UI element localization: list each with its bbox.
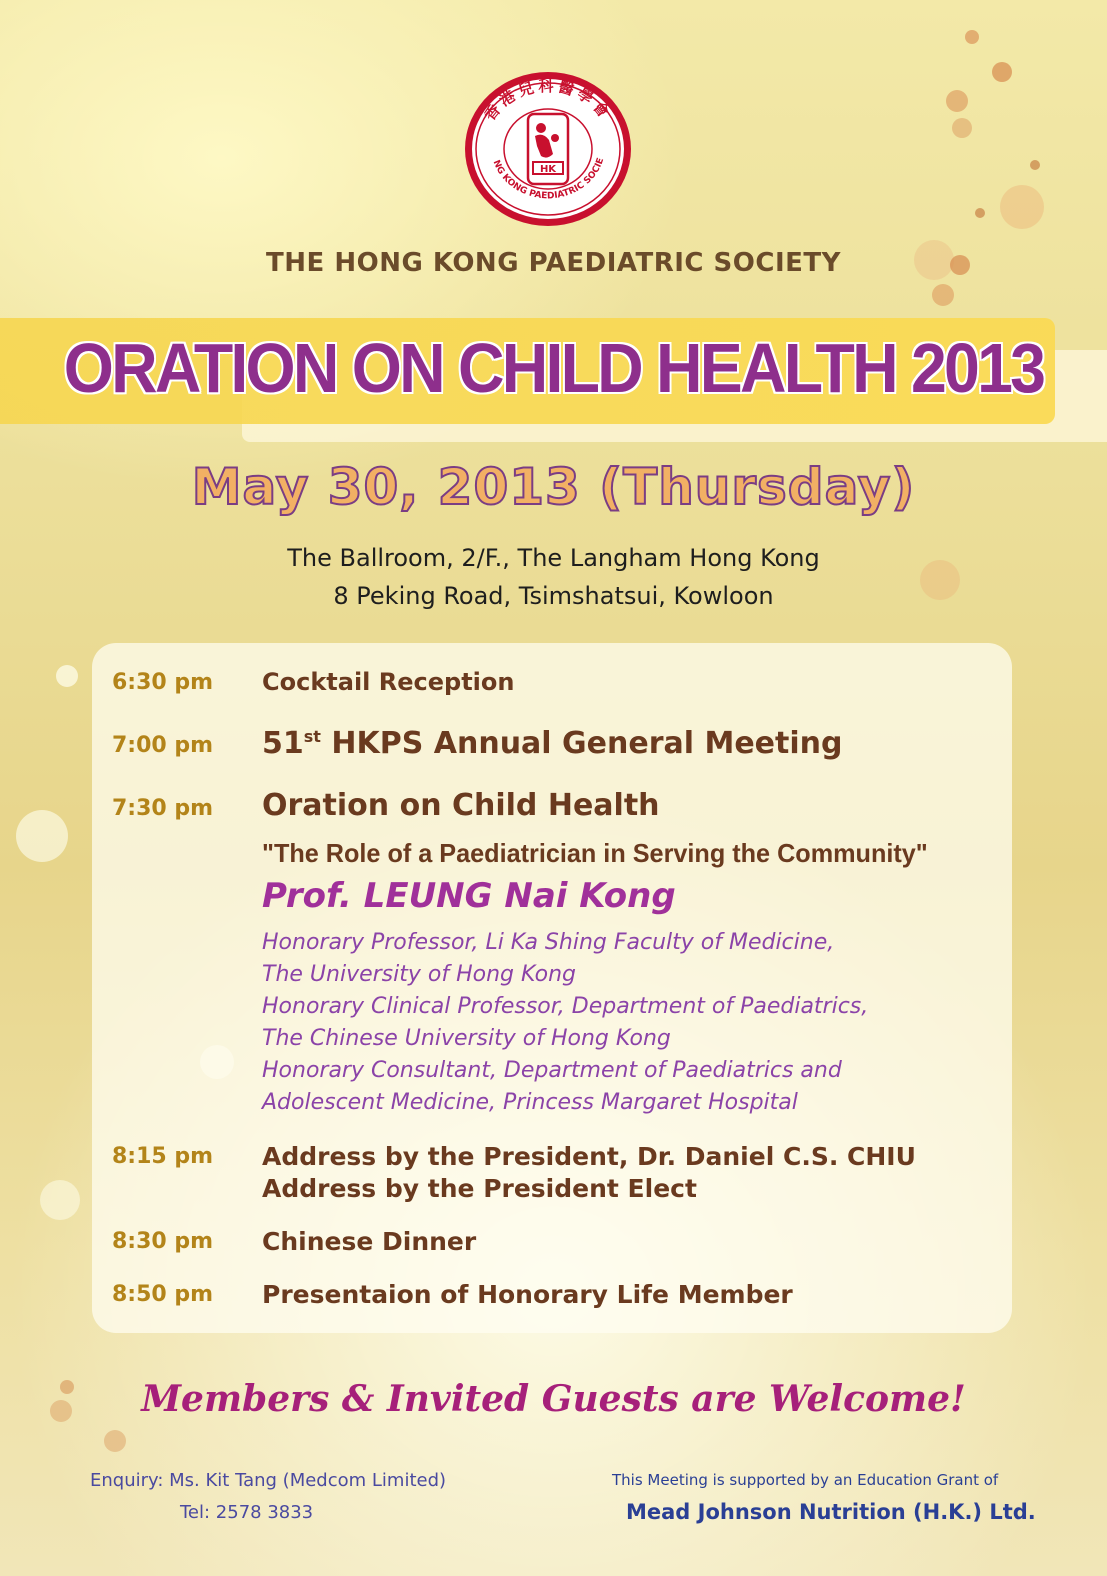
speaker-credential: Honorary Consultant, Department of Paediatrics and — [262, 1058, 842, 1083]
programme-item-secondary: Address by the President Elect — [262, 1174, 697, 1203]
speaker-credential: Adolescent Medicine, Princess Margaret Hospital — [262, 1090, 798, 1115]
programme-item: Cocktail Reception — [262, 668, 515, 696]
sponsor-name: Mead Johnson Nutrition (H.K.) Ltd. — [626, 1500, 1036, 1524]
speaker-credential: The Chinese University of Hong Kong — [262, 1026, 671, 1051]
programme-item: Chinese Dinner — [262, 1227, 477, 1256]
programme-item — [262, 726, 842, 761]
programme-item: Address by the President, Dr. Daniel C.S. CHIU — [262, 1142, 916, 1171]
programme-time: 7:00 pm — [112, 733, 214, 758]
event-date: May 30, 2013 (Thursday) — [191, 458, 916, 516]
programme-item: Oration on Child Health — [262, 788, 660, 823]
enquiry-phone: Tel: 2578 3833 — [180, 1502, 314, 1523]
enquiry-contact: Enquiry: Ms. Kit Tang (Medcom Limited) — [90, 1470, 447, 1491]
agm-label: HKPS Annual General Meeting — [320, 726, 843, 761]
event-title: ORATION ON CHILD HEALTH 2013 — [63, 329, 1044, 407]
venue-line-2: 8 Peking Road, Tsimshatsui, Kowloon — [333, 582, 774, 610]
speaker-credential: Honorary Professor, Li Ka Shing Faculty of Medicine, — [262, 930, 835, 955]
svg-text:HK: HK — [539, 164, 557, 175]
programme-time: 8:15 pm — [112, 1144, 214, 1169]
programme-time: 6:30 pm — [112, 670, 214, 695]
programme-time: 8:30 pm — [112, 1229, 214, 1254]
svg-text:HONG KONG PAEDIATRIC SOCIETY: NG KONG PAEDIATRIC SOCIE — [490, 156, 607, 202]
agm-number: 51 — [262, 726, 304, 761]
venue-line-1: The Ballroom, 2/F., The Langham Hong Kong — [287, 544, 820, 572]
speaker-credential: The University of Hong Kong — [262, 962, 576, 987]
society-name: THE HONG KONG PAEDIATRIC SOCIETY — [266, 248, 841, 278]
welcome-message: Members & Invited Guests are Welcome! — [141, 1378, 966, 1420]
oration-title: "The Role of a Paediatrician in Serving the Community" — [262, 838, 928, 868]
programme-item: Presentaion of Honorary Life Member — [262, 1280, 793, 1309]
svg-text:香港兒科醫學會: 香港兒科醫學會 — [480, 76, 616, 124]
speaker-credential: Honorary Clinical Professor, Department of Paediatrics, — [262, 994, 869, 1019]
speaker-name: Prof. LEUNG Nai Kong — [262, 876, 676, 916]
programme-time: 7:30 pm — [112, 796, 214, 821]
support-statement: This Meeting is supported by an Education Grant of — [612, 1471, 999, 1489]
society-logo — [463, 70, 633, 228]
agm-ordinal: st — [303, 727, 321, 746]
programme-time: 8:50 pm — [112, 1282, 214, 1307]
